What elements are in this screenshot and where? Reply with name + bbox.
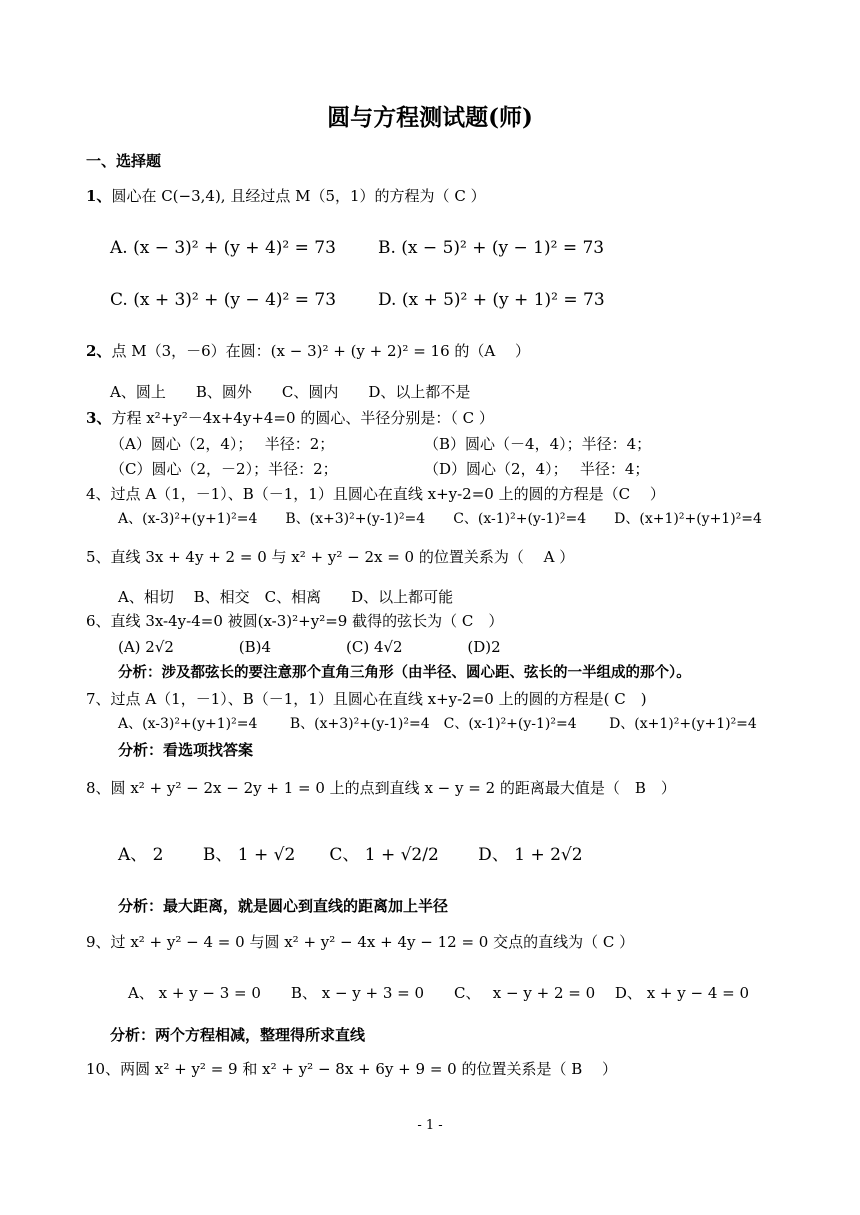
- page-number: - 1 -: [417, 1118, 443, 1133]
- option-b: B. (x − 5)² + (y − 1)² = 73: [378, 238, 605, 258]
- option-c: （C）圆心（2，－2）；半径：2；: [110, 460, 338, 478]
- question-2: [86, 342, 530, 360]
- question-9: [86, 933, 634, 951]
- option-d: （D）圆心（2，4）； 半径：4；: [424, 460, 650, 478]
- question-number: 1、: [86, 187, 112, 205]
- question-3: [86, 409, 494, 427]
- question-6: [86, 612, 503, 630]
- question-stem: 直线 3x-4y-4=0 被圆(x-3)²+y²=9 截得的弦长为（ C ）: [110, 612, 504, 630]
- question-10: [86, 1060, 617, 1078]
- question-1: [86, 187, 486, 205]
- analysis-text: 分析：两个方程相减，整理得所求直线: [110, 1026, 366, 1044]
- page-title: 圆与方程测试题(师): [327, 104, 533, 131]
- question-stem: 圆 x² + y² − 2x − 2y + 1 = 0 上的点到直线 x − y = 2 的距离最大值是（ B ）: [110, 779, 676, 797]
- question-stem: 过点 A（1，－1）、B（－1，1）且圆心在直线 x+y-2=0 上的圆的方程是（C ）: [110, 485, 665, 503]
- question-number: 6、: [86, 612, 111, 630]
- options-line: A、(x-3)²+(y+1)²=4 B、(x+3)²+(y-1)²=4 C、(x-1)²+(y-1)²=4 D、(x+1)²+(y+1)²=4: [118, 511, 762, 527]
- question-number: 7、: [86, 690, 111, 708]
- option-d: D. (x + 5)² + (y + 1)² = 73: [378, 290, 605, 310]
- question-number: 10、: [86, 1060, 121, 1078]
- question-stem: 过点 A（1，－1）、B（－1，1）且圆心在直线 x+y-2=0 上的圆的方程是( C ): [110, 690, 647, 708]
- question-stem: 两圆 x² + y² = 9 和 x² + y² − 8x + 6y + 9 = 0 的位置关系是（ B ）: [120, 1060, 618, 1078]
- question-number: 3、: [86, 409, 112, 427]
- option-c: C. (x + 3)² + (y − 4)² = 73: [110, 290, 337, 310]
- question-number: 9、: [86, 933, 111, 951]
- options-line: A、(x-3)²+(y+1)²=4 B、(x+3)²+(y-1)²=4 C、(x-1)²+(y-1)²=4 D、(x+1)²+(y+1)²=4: [118, 716, 757, 732]
- question-stem: 过 x² + y² − 4 = 0 与圆 x² + y² − 4x + 4y − 12 = 0 交点的直线为（ C ）: [110, 933, 635, 951]
- options-line: A、相切 B、相交 C、相离 D、以上都可能: [118, 588, 454, 606]
- options-line: A、圆上 B、圆外 C、圆内 D、以上都不是: [110, 383, 471, 401]
- question-number: 5、: [86, 548, 111, 566]
- question-stem: 圆心在 C(−3,4), 且经过点 M（5，1）的方程为（ C ）: [111, 187, 486, 205]
- option-b: （B）圆心（－4，4）；半径：4；: [424, 435, 652, 453]
- question-7: [86, 690, 647, 708]
- analysis-text: 分析：最大距离，就是圆心到直线的距离加上半径: [118, 897, 449, 915]
- question-8: [86, 779, 676, 797]
- options-line: A、 2 B、 1 + √2 C、 1 + √2/2 D、 1 + 2√2: [118, 845, 583, 865]
- section-heading: 一、选择题: [86, 152, 162, 170]
- question-number: 8、: [86, 779, 111, 797]
- question-number: 4、: [86, 485, 111, 503]
- question-stem: 直线 3x + 4y + 2 = 0 与 x² + y² − 2x = 0 的位置关系为（ A ）: [110, 548, 575, 566]
- options-line: (A) 2√2 (B)4 (C) 4√2 (D)2: [118, 638, 501, 656]
- option-a: A. (x − 3)² + (y + 4)² = 73: [110, 238, 336, 258]
- analysis-text: 分析：涉及都弦长的要注意那个直角三角形（由半径、圆心距、弦长的一半组成的那个）。: [118, 664, 691, 681]
- question-5: [86, 548, 574, 566]
- analysis-text: 分析：看选项找答案: [118, 741, 254, 759]
- question-number: 2、: [86, 342, 112, 360]
- option-a: （A）圆心（2，4）； 半径：2；: [110, 435, 335, 453]
- question-stem: 点 M（3，－6）在圆：(x − 3)² + (y + 2)² = 16 的（A ）: [111, 342, 530, 360]
- question-4: [86, 485, 665, 503]
- options-line: A、 x + y − 3 = 0 B、 x − y + 3 = 0 C、 x − y + 2 = 0 D、 x + y − 4 = 0: [128, 984, 750, 1002]
- question-stem: 方程 x²+y²－4x+4y+4=0 的圆心、半径分别是：（ C ）: [111, 409, 494, 427]
